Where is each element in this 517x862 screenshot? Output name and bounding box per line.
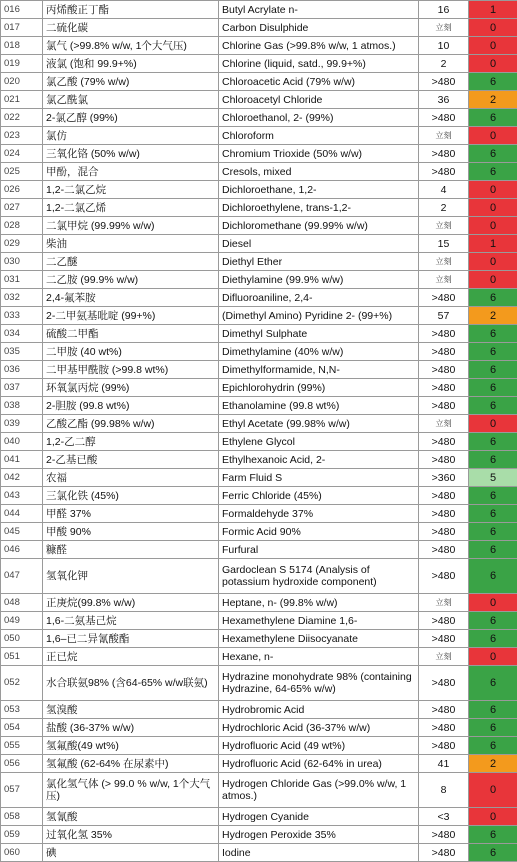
breakthrough-time-cell: >480 — [419, 487, 469, 505]
rating-cell: 6 — [469, 361, 517, 379]
chinese-name-cell: 二甲基甲酰胺 (>99.8 wt%) — [43, 361, 219, 379]
table-row — [1, 612, 517, 630]
table-row — [1, 361, 517, 379]
english-name-cell: Carbon Disulphide — [219, 19, 419, 37]
rating-cell: 6 — [469, 559, 517, 594]
rating-cell: 2 — [469, 755, 517, 773]
chinese-name-cell: 二乙醚 — [43, 253, 219, 271]
english-name-cell: Dichloroethane, 1,2- — [219, 181, 419, 199]
rating-cell: 1 — [469, 1, 517, 19]
table-row — [1, 19, 517, 37]
chinese-name-cell: 正已烷 — [43, 648, 219, 666]
table-row — [1, 397, 517, 415]
english-name-cell: Chloroacetyl Chloride — [219, 91, 419, 109]
row-number: 026 — [1, 181, 43, 199]
breakthrough-time-cell: 36 — [419, 91, 469, 109]
row-number: 037 — [1, 379, 43, 397]
table-row — [1, 755, 517, 773]
chinese-name-cell: 1,2-乙二醇 — [43, 433, 219, 451]
breakthrough-time-cell: >480 — [419, 844, 469, 862]
table-row — [1, 451, 517, 469]
row-number: 022 — [1, 109, 43, 127]
rating-cell: 6 — [469, 451, 517, 469]
table-row — [1, 91, 517, 109]
rating-cell: 0 — [469, 181, 517, 199]
breakthrough-time-cell: 2 — [419, 199, 469, 217]
rating-cell: 6 — [469, 325, 517, 343]
chinese-name-cell: 三氧化铬 (50% w/w) — [43, 145, 219, 163]
table-row — [1, 505, 517, 523]
chinese-name-cell: 2,4-氟苯胺 — [43, 289, 219, 307]
english-name-cell: Hydrogen Chloride Gas (>99.0% w/w, 1 atmos.) — [219, 773, 419, 808]
table-row — [1, 737, 517, 755]
breakthrough-time-cell: >480 — [419, 451, 469, 469]
row-number: 035 — [1, 343, 43, 361]
chinese-name-cell: 硫酸二甲酯 — [43, 325, 219, 343]
rating-cell: 0 — [469, 808, 517, 826]
english-name-cell: (Dimethyl Amino) Pyridine 2- (99+%) — [219, 307, 419, 325]
rating-cell: 0 — [469, 271, 517, 289]
rating-cell: 0 — [469, 217, 517, 235]
rating-cell: 6 — [469, 505, 517, 523]
row-number: 016 — [1, 1, 43, 19]
chinese-name-cell: 乙酸乙酯 (99.98% w/w) — [43, 415, 219, 433]
row-number: 055 — [1, 737, 43, 755]
rating-cell: 0 — [469, 37, 517, 55]
breakthrough-time-cell: >480 — [419, 612, 469, 630]
rating-cell: 6 — [469, 163, 517, 181]
row-number: 054 — [1, 719, 43, 737]
row-number: 024 — [1, 145, 43, 163]
rating-cell: 6 — [469, 701, 517, 719]
table-row — [1, 253, 517, 271]
row-number: 021 — [1, 91, 43, 109]
chinese-name-cell: 正庚烷(99.8% w/w) — [43, 594, 219, 612]
breakthrough-time-cell: >480 — [419, 559, 469, 594]
table-row — [1, 343, 517, 361]
english-name-cell: Dichloroethylene, trans-1,2- — [219, 199, 419, 217]
chinese-name-cell: 1,6–已二异氰酸酯 — [43, 630, 219, 648]
rating-cell: 0 — [469, 415, 517, 433]
rating-cell: 0 — [469, 55, 517, 73]
chinese-name-cell: 氢氧化钾 — [43, 559, 219, 594]
row-number: 056 — [1, 755, 43, 773]
table-row — [1, 415, 517, 433]
chinese-name-cell: 1,2-二氯乙烷 — [43, 181, 219, 199]
rating-cell: 6 — [469, 541, 517, 559]
row-number: 027 — [1, 199, 43, 217]
breakthrough-time-cell: >480 — [419, 361, 469, 379]
english-name-cell: Hexane, n- — [219, 648, 419, 666]
breakthrough-time-cell: >480 — [419, 433, 469, 451]
english-name-cell: Hexamethylene Diamine 1,6- — [219, 612, 419, 630]
english-name-cell: Chloroform — [219, 127, 419, 145]
rating-cell: 6 — [469, 666, 517, 701]
row-number: 038 — [1, 397, 43, 415]
row-number: 041 — [1, 451, 43, 469]
table-row — [1, 163, 517, 181]
table-row — [1, 1, 517, 19]
rating-cell: 6 — [469, 343, 517, 361]
breakthrough-time-cell: 4 — [419, 181, 469, 199]
rating-cell: 2 — [469, 91, 517, 109]
chinese-name-cell: 2-二甲氨基吡啶 (99+%) — [43, 307, 219, 325]
english-name-cell: Diethylamine (99.9% w/w) — [219, 271, 419, 289]
english-name-cell: Hydrazine monohydrate 98% (containing Hydrazine, 64-65% w/w) — [219, 666, 419, 701]
english-name-cell: Hydrobromic Acid — [219, 701, 419, 719]
table-row — [1, 235, 517, 253]
chinese-name-cell: 过氧化氢 35% — [43, 826, 219, 844]
table-row — [1, 217, 517, 235]
breakthrough-time-cell: 57 — [419, 307, 469, 325]
rating-cell: 0 — [469, 773, 517, 808]
table-row — [1, 648, 517, 666]
english-name-cell: Furfural — [219, 541, 419, 559]
row-number: 058 — [1, 808, 43, 826]
row-number: 046 — [1, 541, 43, 559]
chinese-name-cell: 1,2-二氯乙烯 — [43, 199, 219, 217]
english-name-cell: Farm Fluid S — [219, 469, 419, 487]
english-name-cell: Hydrofluoric Acid (49 wt%) — [219, 737, 419, 755]
table-body — [1, 1, 517, 862]
table-row — [1, 594, 517, 612]
breakthrough-time-cell: >360 — [419, 469, 469, 487]
row-number: 025 — [1, 163, 43, 181]
rating-cell: 6 — [469, 737, 517, 755]
table-row — [1, 469, 517, 487]
row-number: 059 — [1, 826, 43, 844]
chinese-name-cell: 二氯甲烷 (99.99% w/w) — [43, 217, 219, 235]
breakthrough-time-cell: 立刻 — [419, 253, 469, 271]
english-name-cell: Ethylene Glycol — [219, 433, 419, 451]
english-name-cell: Chloroacetic Acid (79% w/w) — [219, 73, 419, 91]
english-name-cell: Hydrogen Peroxide 35% — [219, 826, 419, 844]
english-name-cell: Diethyl Ether — [219, 253, 419, 271]
table-row — [1, 719, 517, 737]
rating-cell: 6 — [469, 487, 517, 505]
breakthrough-time-cell: >480 — [419, 701, 469, 719]
chinese-name-cell: 水合联氨98% (含64-65% w/w联氨) — [43, 666, 219, 701]
table-row — [1, 541, 517, 559]
rating-cell: 0 — [469, 253, 517, 271]
english-name-cell: Chlorine (liquid, satd., 99.9+%) — [219, 55, 419, 73]
chinese-name-cell: 2-乙基已酸 — [43, 451, 219, 469]
chinese-name-cell: 氯乙酰氯 — [43, 91, 219, 109]
english-name-cell: Chloroethanol, 2- (99%) — [219, 109, 419, 127]
table-row — [1, 37, 517, 55]
table-row — [1, 701, 517, 719]
chinese-name-cell: 氯乙酸 (79% w/w) — [43, 73, 219, 91]
english-name-cell: Epichlorohydrin (99%) — [219, 379, 419, 397]
english-name-cell: Ferric Chloride (45%) — [219, 487, 419, 505]
chinese-name-cell: 二硫化碳 — [43, 19, 219, 37]
rating-cell: 6 — [469, 844, 517, 862]
table-row — [1, 199, 517, 217]
row-number: 019 — [1, 55, 43, 73]
rating-cell: 6 — [469, 289, 517, 307]
english-name-cell: Formaldehyde 37% — [219, 505, 419, 523]
table-row — [1, 826, 517, 844]
chinese-name-cell: 环氧氯丙烷 (99%) — [43, 379, 219, 397]
breakthrough-time-cell: >480 — [419, 325, 469, 343]
chinese-name-cell: 2-胆胺 (99.8 wt%) — [43, 397, 219, 415]
table-row — [1, 109, 517, 127]
rating-cell: 5 — [469, 469, 517, 487]
chinese-name-cell: 氢氟酸(49 wt%) — [43, 737, 219, 755]
table-row — [1, 559, 517, 594]
row-number: 044 — [1, 505, 43, 523]
breakthrough-time-cell: 立刻 — [419, 648, 469, 666]
rating-cell: 6 — [469, 433, 517, 451]
table-row — [1, 379, 517, 397]
breakthrough-time-cell: >480 — [419, 379, 469, 397]
row-number: 045 — [1, 523, 43, 541]
table-row — [1, 181, 517, 199]
row-number: 039 — [1, 415, 43, 433]
chinese-name-cell: 农福 — [43, 469, 219, 487]
row-number: 053 — [1, 701, 43, 719]
row-number: 052 — [1, 666, 43, 701]
rating-cell: 0 — [469, 127, 517, 145]
row-number: 028 — [1, 217, 43, 235]
table-row — [1, 433, 517, 451]
table-row — [1, 325, 517, 343]
breakthrough-time-cell: 立刻 — [419, 271, 469, 289]
rating-cell: 0 — [469, 19, 517, 37]
breakthrough-time-cell: <3 — [419, 808, 469, 826]
english-name-cell: Gardoclean S 5174 (Analysis of potassium hydroxide component) — [219, 559, 419, 594]
breakthrough-time-cell: >480 — [419, 826, 469, 844]
english-name-cell: Dichloromethane (99.99% w/w) — [219, 217, 419, 235]
table-row — [1, 55, 517, 73]
breakthrough-time-cell: 2 — [419, 55, 469, 73]
breakthrough-time-cell: >480 — [419, 541, 469, 559]
breakthrough-time-cell: 16 — [419, 1, 469, 19]
row-number: 034 — [1, 325, 43, 343]
breakthrough-time-cell: >480 — [419, 163, 469, 181]
english-name-cell: Hydrofluoric Acid (62-64% in urea) — [219, 755, 419, 773]
breakthrough-time-cell: >480 — [419, 145, 469, 163]
breakthrough-time-cell: 立刻 — [419, 217, 469, 235]
breakthrough-time-cell: >480 — [419, 109, 469, 127]
chinese-name-cell: 丙烯酸正丁酯 — [43, 1, 219, 19]
rating-cell: 6 — [469, 719, 517, 737]
row-number: 029 — [1, 235, 43, 253]
breakthrough-time-cell: >480 — [419, 630, 469, 648]
rating-cell: 6 — [469, 145, 517, 163]
english-name-cell: Dimethylamine (40% w/w) — [219, 343, 419, 361]
table-row — [1, 289, 517, 307]
row-number: 031 — [1, 271, 43, 289]
row-number: 043 — [1, 487, 43, 505]
chinese-name-cell: 二乙胺 (99.9% w/w) — [43, 271, 219, 289]
breakthrough-time-cell: >480 — [419, 523, 469, 541]
chinese-name-cell: 氯气 (>99.8% w/w, 1个大气压) — [43, 37, 219, 55]
english-name-cell: Hexamethylene Diisocyanate — [219, 630, 419, 648]
chinese-name-cell: 氢氟酸 (62-64% 在尿素中) — [43, 755, 219, 773]
table-row — [1, 808, 517, 826]
table-row — [1, 307, 517, 325]
english-name-cell: Hydrochloric Acid (36-37% w/w) — [219, 719, 419, 737]
rating-cell: 0 — [469, 594, 517, 612]
breakthrough-time-cell: 立刻 — [419, 127, 469, 145]
row-number: 030 — [1, 253, 43, 271]
rating-cell: 6 — [469, 630, 517, 648]
chinese-name-cell: 甲酸 90% — [43, 523, 219, 541]
english-name-cell: Ethanolamine (99.8 wt%) — [219, 397, 419, 415]
chinese-name-cell: 氢氰酸 — [43, 808, 219, 826]
table-row — [1, 844, 517, 862]
english-name-cell: Chlorine Gas (>99.8% w/w, 1 atmos.) — [219, 37, 419, 55]
rating-cell: 0 — [469, 199, 517, 217]
breakthrough-time-cell: >480 — [419, 73, 469, 91]
breakthrough-time-cell: >480 — [419, 719, 469, 737]
breakthrough-time-cell: >480 — [419, 343, 469, 361]
english-name-cell: Dimethyl Sulphate — [219, 325, 419, 343]
breakthrough-time-cell: >480 — [419, 289, 469, 307]
row-number: 036 — [1, 361, 43, 379]
chinese-name-cell: 糠醛 — [43, 541, 219, 559]
row-number: 018 — [1, 37, 43, 55]
breakthrough-time-cell: 15 — [419, 235, 469, 253]
row-number: 042 — [1, 469, 43, 487]
chinese-name-cell: 2-氯乙醇 (99%) — [43, 109, 219, 127]
breakthrough-time-cell: 立刻 — [419, 415, 469, 433]
english-name-cell: Ethyl Acetate (99.98% w/w) — [219, 415, 419, 433]
chinese-name-cell: 氢溴酸 — [43, 701, 219, 719]
rating-cell: 2 — [469, 307, 517, 325]
row-number: 060 — [1, 844, 43, 862]
chinese-name-cell: 甲醛 37% — [43, 505, 219, 523]
chinese-name-cell: 氯化氢气体 (> 99.0 % w/w, 1个大气压) — [43, 773, 219, 808]
breakthrough-time-cell: 立刻 — [419, 594, 469, 612]
row-number: 048 — [1, 594, 43, 612]
chinese-name-cell: 柴油 — [43, 235, 219, 253]
table-row — [1, 127, 517, 145]
table-row — [1, 145, 517, 163]
english-name-cell: Chromium Trioxide (50% w/w) — [219, 145, 419, 163]
english-name-cell: Dimethylformamide, N,N- — [219, 361, 419, 379]
rating-cell: 6 — [469, 379, 517, 397]
row-number: 049 — [1, 612, 43, 630]
row-number: 051 — [1, 648, 43, 666]
chinese-name-cell: 碘 — [43, 844, 219, 862]
english-name-cell: Butyl Acrylate n- — [219, 1, 419, 19]
breakthrough-time-cell: >480 — [419, 397, 469, 415]
row-number: 057 — [1, 773, 43, 808]
breakthrough-time-cell: 8 — [419, 773, 469, 808]
row-number: 033 — [1, 307, 43, 325]
rating-cell: 6 — [469, 826, 517, 844]
row-number: 032 — [1, 289, 43, 307]
breakthrough-time-cell: 41 — [419, 755, 469, 773]
rating-cell: 6 — [469, 109, 517, 127]
row-number: 050 — [1, 630, 43, 648]
table-row — [1, 271, 517, 289]
chinese-name-cell: 液氯 (饱和 99.9+%) — [43, 55, 219, 73]
chinese-name-cell: 甲酚，混合 — [43, 163, 219, 181]
breakthrough-time-cell: >480 — [419, 505, 469, 523]
chinese-name-cell: 二甲胺 (40 wt%) — [43, 343, 219, 361]
breakthrough-time-cell: >480 — [419, 666, 469, 701]
row-number: 047 — [1, 559, 43, 594]
chinese-name-cell: 三氯化铁 (45%) — [43, 487, 219, 505]
table-row — [1, 666, 517, 701]
rating-cell: 6 — [469, 73, 517, 91]
english-name-cell: Heptane, n- (99.8% w/w) — [219, 594, 419, 612]
english-name-cell: Ethylhexanoic Acid, 2- — [219, 451, 419, 469]
rating-cell: 6 — [469, 397, 517, 415]
row-number: 017 — [1, 19, 43, 37]
english-name-cell: Difluoroaniline, 2,4- — [219, 289, 419, 307]
rating-cell: 1 — [469, 235, 517, 253]
chinese-name-cell: 氯仿 — [43, 127, 219, 145]
breakthrough-time-cell: 10 — [419, 37, 469, 55]
rating-cell: 0 — [469, 648, 517, 666]
english-name-cell: Diesel — [219, 235, 419, 253]
rating-cell: 6 — [469, 523, 517, 541]
table-row — [1, 523, 517, 541]
table-row — [1, 487, 517, 505]
english-name-cell: Cresols, mixed — [219, 163, 419, 181]
row-number: 040 — [1, 433, 43, 451]
table-row — [1, 773, 517, 808]
english-name-cell: Hydrogen Cyanide — [219, 808, 419, 826]
breakthrough-time-cell: 立刻 — [419, 19, 469, 37]
rating-cell: 6 — [469, 612, 517, 630]
row-number: 023 — [1, 127, 43, 145]
row-number: 020 — [1, 73, 43, 91]
table-row — [1, 73, 517, 91]
english-name-cell: Iodine — [219, 844, 419, 862]
chinese-name-cell: 1,6-二氨基己烷 — [43, 612, 219, 630]
breakthrough-time-cell: >480 — [419, 737, 469, 755]
chinese-name-cell: 盐酸 (36-37% w/w) — [43, 719, 219, 737]
english-name-cell: Formic Acid 90% — [219, 523, 419, 541]
table-row — [1, 630, 517, 648]
